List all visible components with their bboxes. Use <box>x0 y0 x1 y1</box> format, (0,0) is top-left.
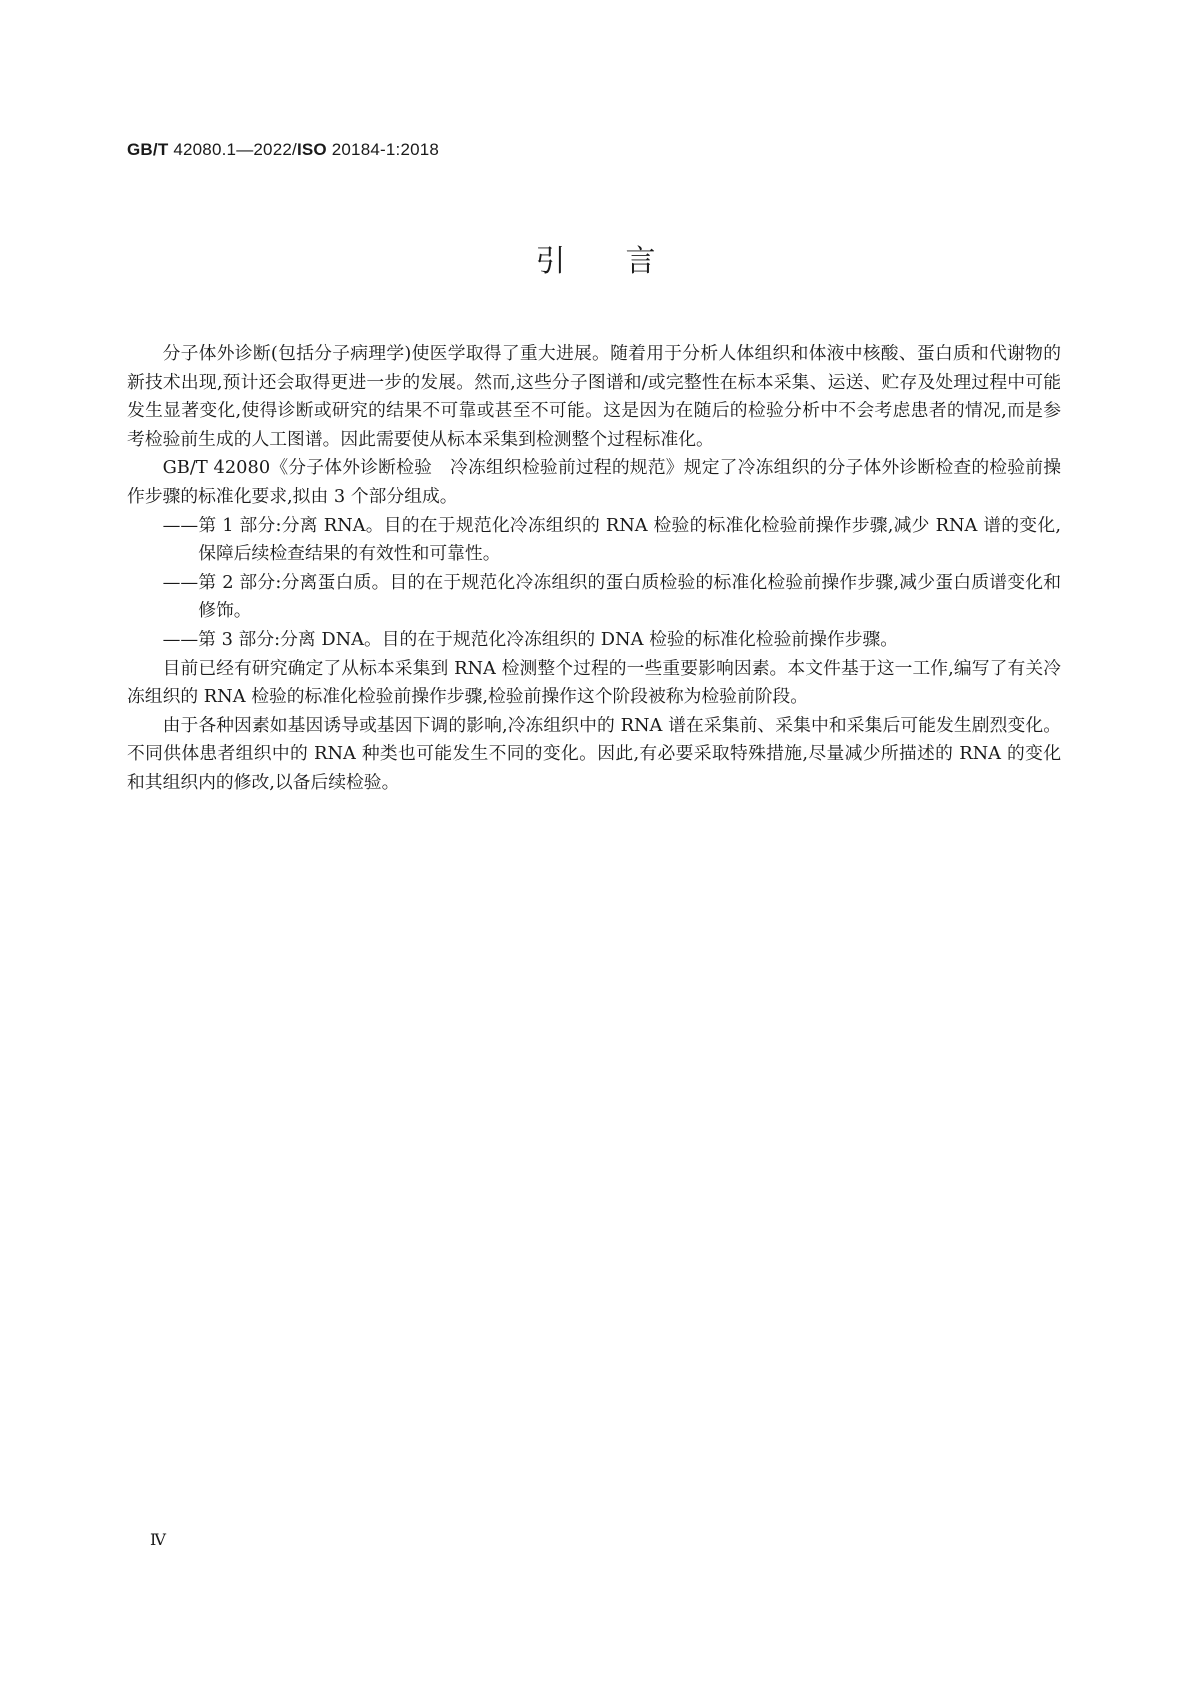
paragraph-intro: 分子体外诊断(包括分子病理学)使医学取得了重大进展。随着用于分析人体组织和体液中核酸、蛋白质和代谢物的新技术出现,预计还会取得更进一步的发展。然而,这些分子图谱和/或完整性在标本采集、运送、贮存及处理过程中可能发生显著变化,使得诊断或研究的结果不可靠或甚至不可能。这是因为在随后的检验分析中不会考虑患者的情况,而是参考检验前生成的人工图谱。因此需要使从标本采集到检测整个过程标准化。 <box>127 343 1061 450</box>
document-header <box>127 140 439 160</box>
list-item-part-1: ——第 1 部分:分离 RNA。目的在于规范化冷冻组织的 RNA 检验的标准化检验前操作步骤,减少 RNA 谱的变化,保障后续检查结果的有效性和可靠性。 <box>162 514 1061 565</box>
paragraph-rna-changes: 由于各种因素如基因诱导或基因下调的影响,冷冻组织中的 RNA 谱在采集前、采集中和采集后可能发生剧烈变化。不同供体患者组织中的 RNA 种类也可能发生不同的变化。因此,有必要采取特殊措施,尽量减少所描述的 RNA 的变化和其组织内的修改,以备后续检验。 <box>127 714 1061 793</box>
document-body <box>127 340 1061 798</box>
iso-prefix: ISO <box>296 140 327 159</box>
standard-prefix: GB/T <box>127 140 169 159</box>
page-title: 引言 <box>535 244 716 279</box>
page-number: Ⅳ <box>150 1530 166 1549</box>
paragraph-structure: GB/T 42080《分子体外诊断检验 冷冻组织检验前过程的规范》规定了冷冻组织的分子体外诊断检查的检验前操作步骤的标准化要求,拟由 3 个部分组成。 <box>127 457 1061 507</box>
paragraph-influencing-factors: 目前已经有研究确定了从标本采集到 RNA 检测整个过程的一些重要影响因素。本文件基于这一工作,编写了有关冷冻组织的 RNA 检验的标准化检验前操作步骤,检验前操作这个阶段被称为检验前阶段。 <box>127 657 1061 708</box>
iso-number: 20184-1:2018 <box>326 140 440 159</box>
list-item-part-3: ——第 3 部分:分离 DNA。目的在于规范化冷冻组织的 DNA 检验的标准化检验前操作步骤。 <box>162 628 899 650</box>
list-item-part-2: ——第 2 部分:分离蛋白质。目的在于规范化冷冻组织的蛋白质检验的标准化检验前操作步骤,减少蛋白质谱变化和修饰。 <box>162 571 1061 622</box>
standard-number: 42080.1—2022/ <box>168 140 297 159</box>
